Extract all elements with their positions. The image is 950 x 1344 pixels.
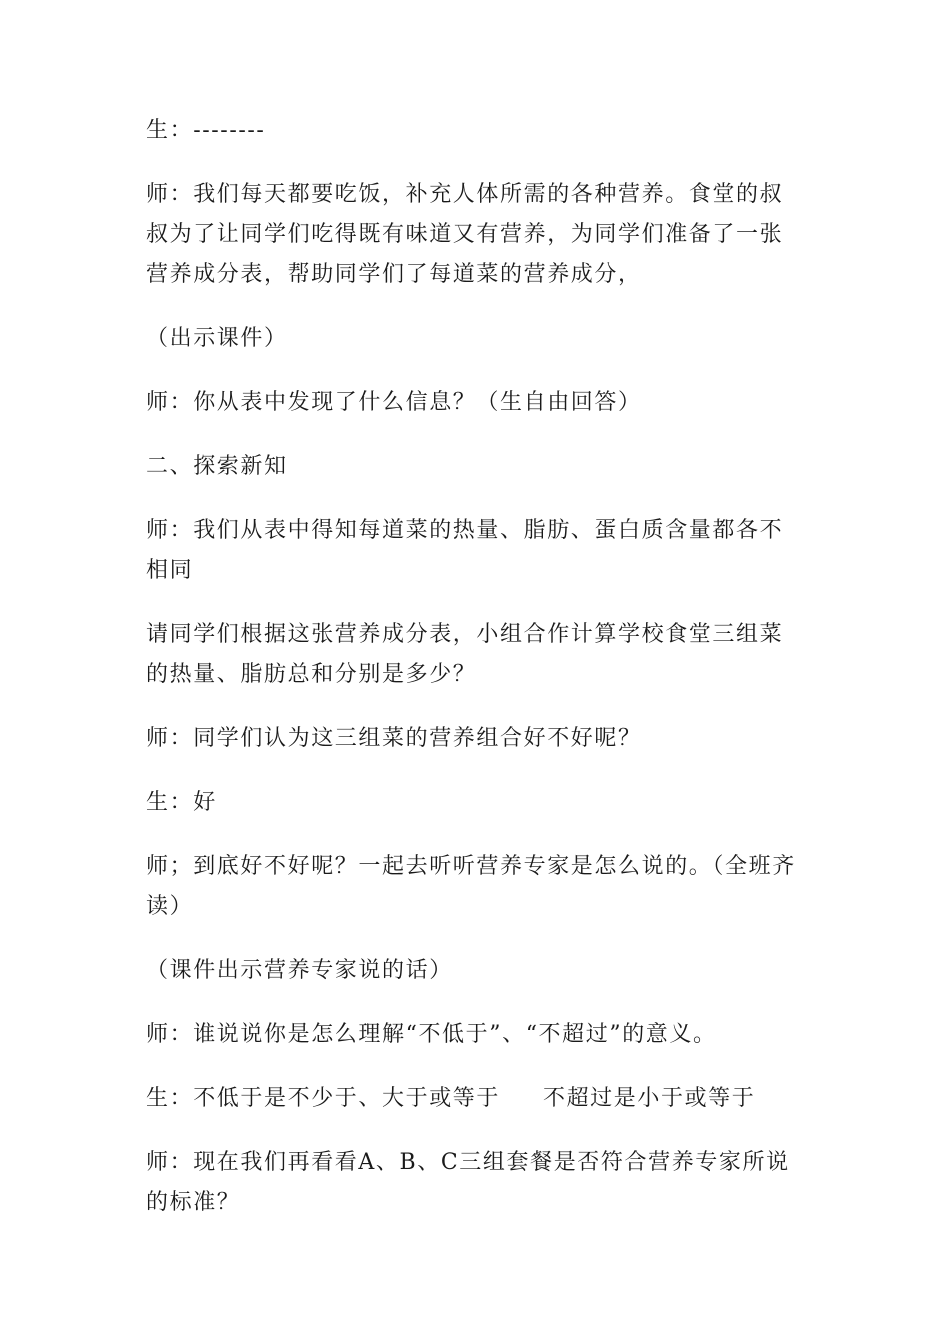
paragraph-teacher-combination-question: 师：同学们认为这三组菜的营养组合好不好呢？	[146, 726, 642, 751]
paragraph-student-answer-good: 生：好	[146, 790, 217, 815]
paragraph-teacher-dish-differences: 师：我们从表中得知每道菜的热量、脂肪、蛋白质含量都各不相同	[146, 518, 784, 583]
paragraph-teacher-expert-reading: 师；到底好不好呢？一起去听听营养专家是怎么说的。（全班齐读）	[146, 854, 796, 919]
paragraph-student-reply-dashes: 生：--------	[146, 118, 266, 143]
paragraph-student-meaning-answer: 生：不低于是不少于、大于或等于 不超过是小于或等于	[146, 1086, 756, 1111]
paragraph-teacher-abc-standards: 师：现在我们再看看A、B、C三组套餐是否符合营养专家所说的标准？	[146, 1150, 790, 1215]
paragraph-show-courseware: （出示课件）	[146, 326, 288, 351]
paragraph-group-calculation-task: 请同学们根据这张营养成分表，小组合作计算学校食堂三组菜的热量、脂肪总和分别是多少？	[146, 622, 784, 687]
paragraph-teacher-nutrition-intro: 师：我们每天都要吃饭，补充人体所需的各种营养。食堂的叔叔为了让同学们吃得既有味道又有营养，为同学们准备了一张营养成分表，帮助同学们了每道菜的营养成分，	[146, 182, 784, 287]
paragraph-teacher-meaning-question: 师：谁说说你是怎么理解“不低于”、“不超过”的意义。	[146, 1022, 717, 1047]
paragraph-teacher-question-info: 师：你从表中发现了什么信息？（生自由回答）	[146, 390, 642, 415]
section-heading-explore: 二、探索新知	[146, 454, 288, 479]
paragraph-courseware-expert-words: （课件出示营养专家说的话）	[146, 958, 453, 983]
